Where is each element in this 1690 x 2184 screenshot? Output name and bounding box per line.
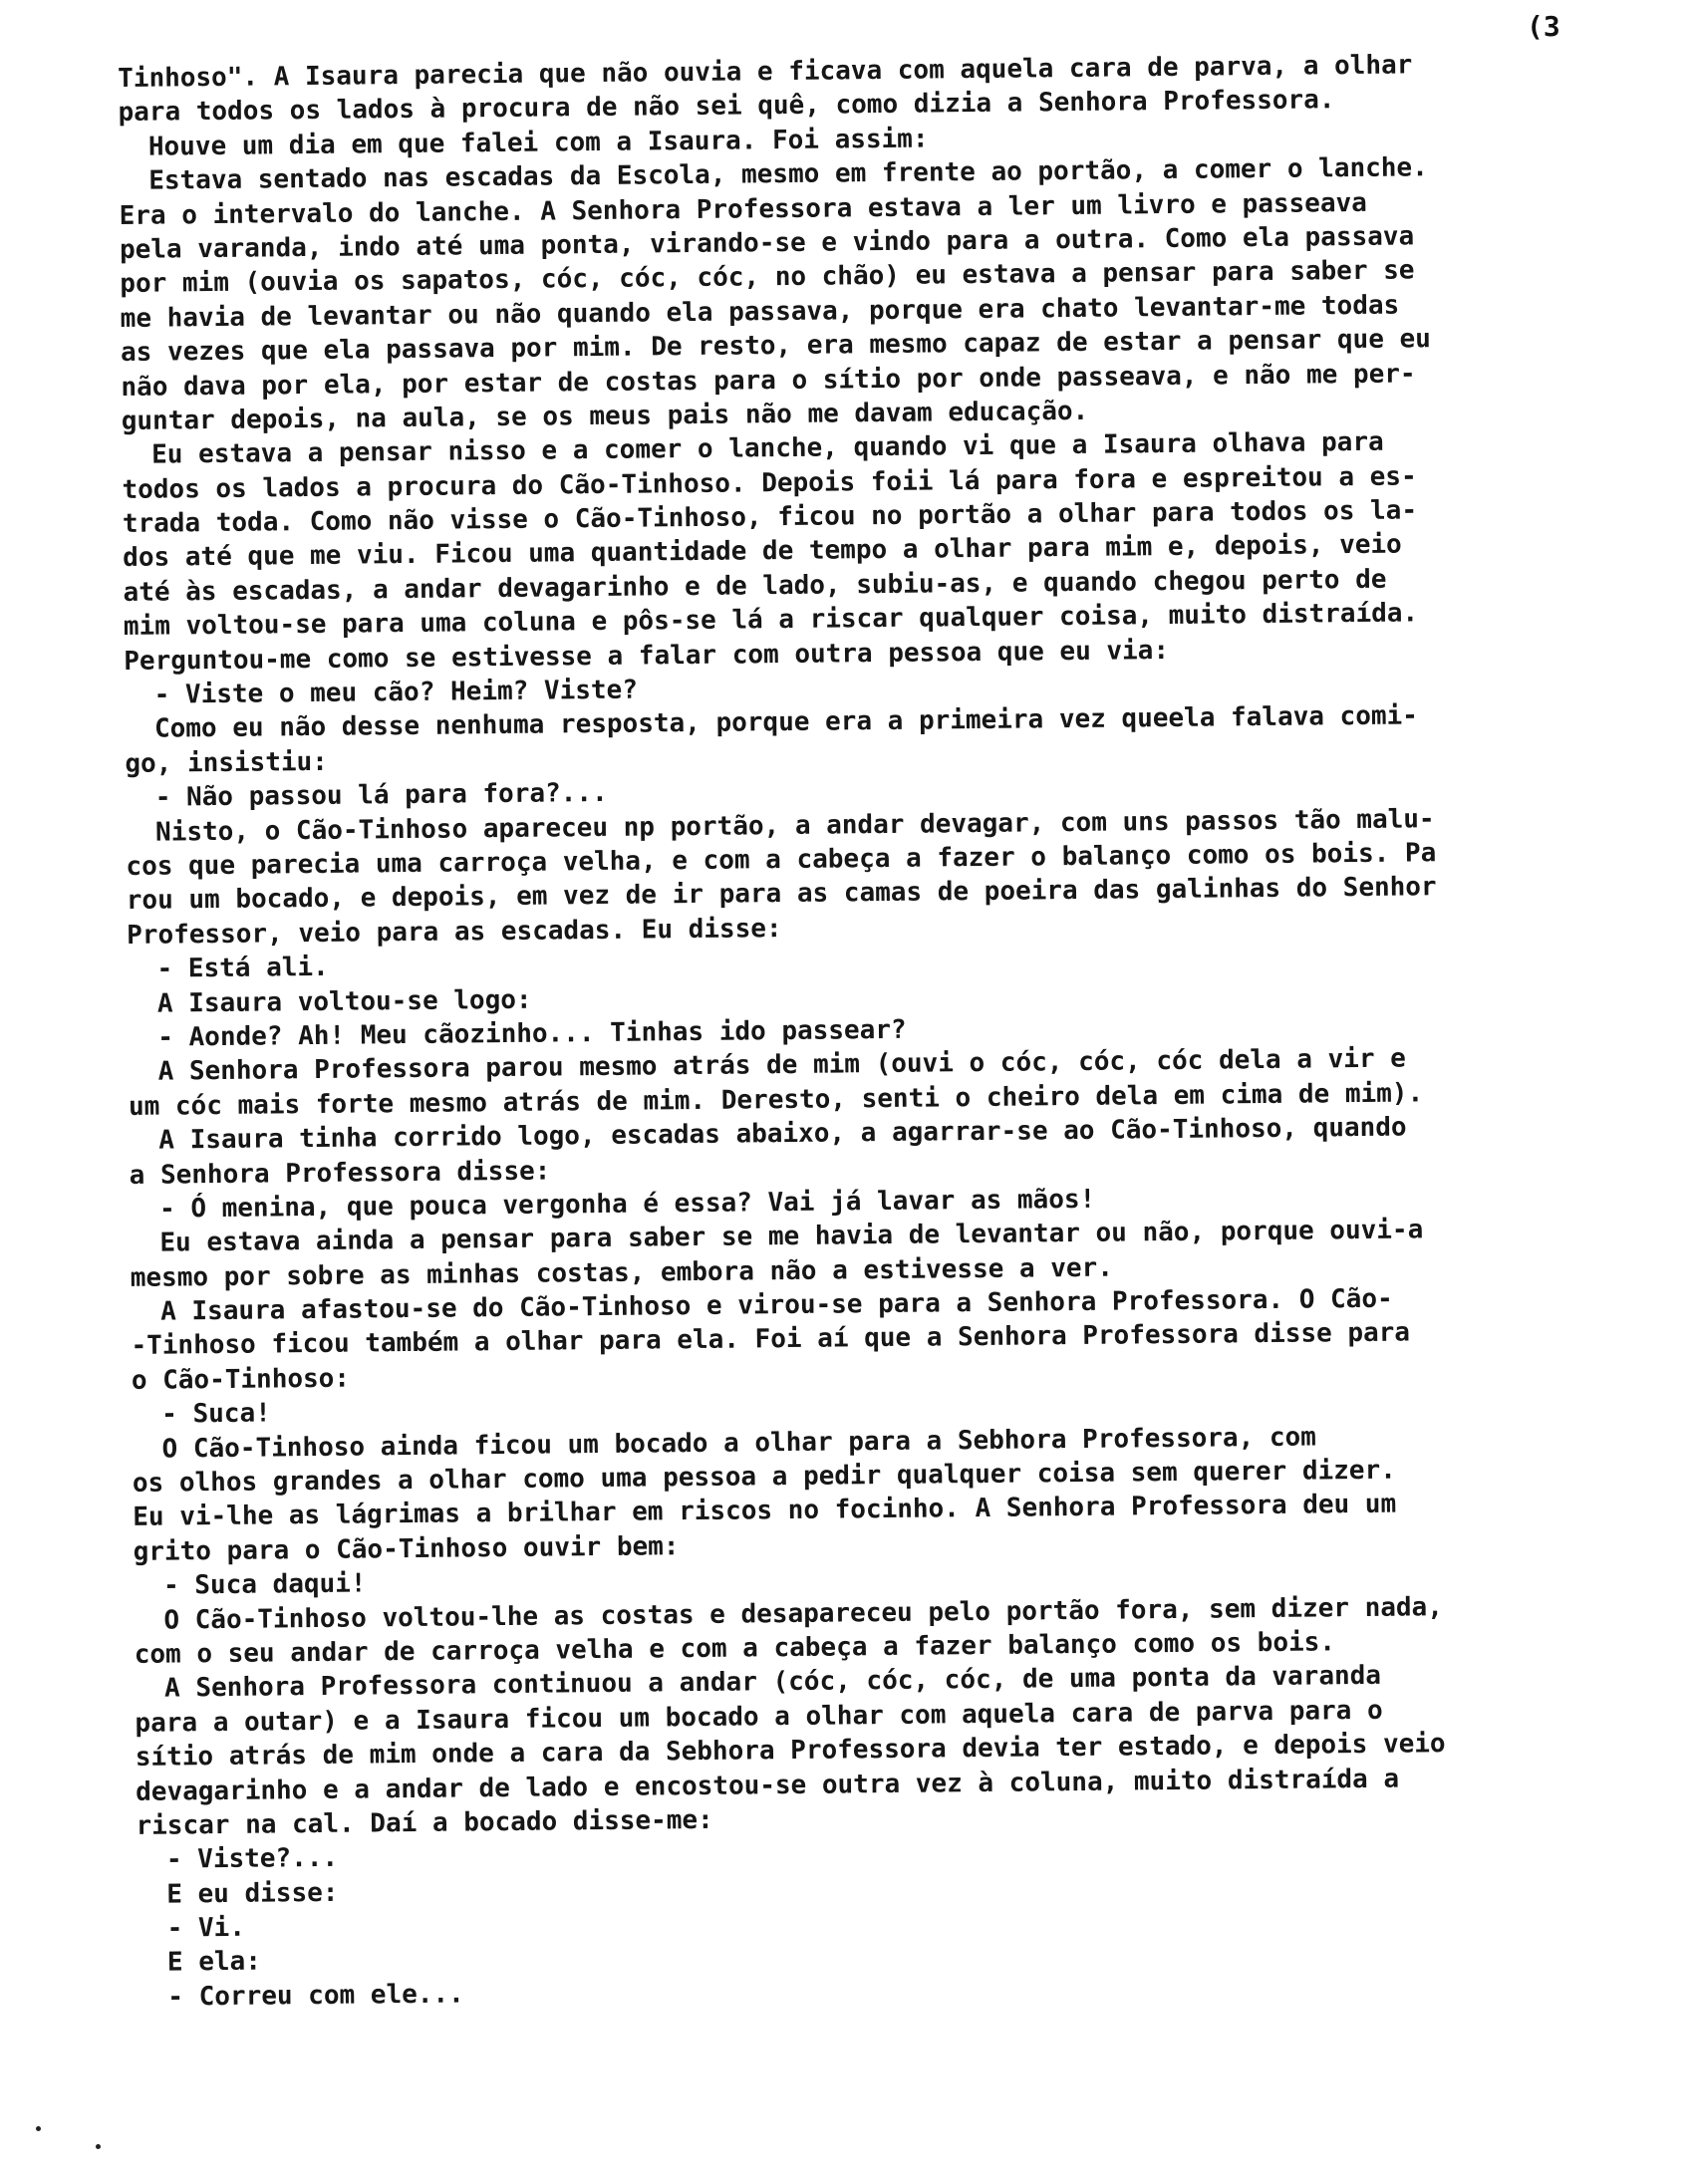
text-line: todos os lados a procura do Cão-Tinhoso. Depois foii lá para fora e espreitou a es- <box>122 461 1417 505</box>
text-line: mim voltou-se para uma coluna e pôs-se lá a riscar qualquer coisa, muito distraída. <box>123 598 1419 643</box>
text-line: as vezes que ela passava por mim. De resto, era mesmo capaz de estar a pensar que eu <box>120 324 1432 369</box>
text-line: Tinhoso". A Isaura parecia que não ouvia e ficava com aquela cara de parva, a olhar <box>118 50 1413 94</box>
body-text <box>118 46 1622 2015</box>
text-line: grito para o Cão-Tinhoso ouvir bem: <box>133 1530 680 1567</box>
text-line: - Não passou lá para fora?... <box>154 778 608 813</box>
text-line: E ela: <box>166 1947 262 1979</box>
text-line: para todos os lados à procura de não sei quê, como dizia a Senhora Professora. <box>118 85 1335 129</box>
text-line: - Ó menina, que pouca vergonha é essa? Vai já lavar as mãos! <box>158 1184 1096 1225</box>
text-line: -Tinhoso ficou também a olhar para ela. Foi aí que a Senhora Professora disse para <box>131 1317 1411 1362</box>
page-number: (3 <box>1527 10 1560 43</box>
text-line: por mim (ouvia os sapatos, cóc, cóc, cóc, no chão) eu estava a pensar para saber se <box>120 255 1415 300</box>
text-line: - Aonde? Ah! Meu cãozinho... Tinhas ido passear? <box>157 1014 907 1053</box>
text-line: Eu estava ainda a pensar para saber se me havia de levantar ou não, porque ouvi-a <box>159 1215 1424 1258</box>
text-line: o Cão-Tinhoso: <box>131 1363 351 1396</box>
text-line: - Suca! <box>161 1398 271 1430</box>
text-line: trada toda. Como não visse o Cão-Tinhoso, ficou no portão a olhar para todos os la- <box>122 495 1418 540</box>
text-line: A Senhora Professora continuou a andar (cóc, cóc, cóc, de uma ponta da varanda <box>163 1661 1382 1704</box>
text-line: sítio atrás de mim onde a cara da Sebhora Professora devia ter estado, e depois veio <box>135 1729 1446 1774</box>
text-line: rou um bocado, e depois, em vez de ir para as camas de poeira das galinhas do Senhor <box>126 872 1437 917</box>
text-line: Professor, veio para as escadas. Eu disse: <box>127 913 782 951</box>
text-line: um cóc mais forte mesmo atrás de mim. Deresto, senti o cheiro dela em cima de mim). <box>128 1078 1424 1122</box>
text-line: cos que parecia uma carroça velha, e com a cabeça a fazer o balanço como os bois. Pa <box>126 838 1437 882</box>
text-line: Eu estava a pensar nisso e a comer o lanche, quando vi que a Isaura olhava para <box>150 427 1384 470</box>
text-line: - Viste?... <box>165 1843 339 1875</box>
text-line: - Está ali. <box>156 952 329 984</box>
text-line: Perguntou-me como se estivesse a falar com outra pessoa que eu via: <box>124 635 1170 677</box>
text-line: A Isaura tinha corrido logo, escadas abaixo, a agarrar-se ao Cão-Tinhoso, quando <box>158 1112 1407 1156</box>
text-line: Era o intervalo do lanche. A Senhora Professora estava a ler um livro e passeava <box>119 187 1367 231</box>
text-line: - Viste o meu cão? Heim? Viste? <box>153 675 639 710</box>
text-line: O Cão-Tinhoso voltou-lhe as costas e desapareceu pelo portão fora, sem dizer nada, <box>163 1591 1444 1636</box>
text-line: A Senhora Professora parou mesmo atrás de mim (ouvi o cóc, cóc, cóc dela a vir e <box>157 1043 1406 1087</box>
text-line: O Cão-Tinhoso ainda ficou um bocado a olhar para a Sebhora Professora, com <box>161 1422 1317 1465</box>
text-line: A Isaura voltou-se logo: <box>156 984 532 1019</box>
text-line: go, insistiu: <box>125 746 329 779</box>
text-line: Houve um dia em que falei com a Isaura. Foi assim: <box>147 124 929 162</box>
text-line: Estava sentado nas escadas da Escola, mesmo em frente ao portão, a comer o lanche. <box>148 152 1428 196</box>
text-line: dos até que me viu. Ficou uma quantidade de tempo a olhar para mim e, depois, veio <box>123 530 1402 574</box>
text-line: - Correu com ele... <box>167 1979 464 2013</box>
text-line: E eu disse: <box>166 1877 339 1910</box>
text-line: Eu vi-lhe as lágrimas a brilhar em riscos no focinho. A Senhora Professora deu um <box>133 1490 1397 1533</box>
text-line: - Suca daqui! <box>162 1568 367 1601</box>
text-line: a Senhora Professora disse: <box>129 1156 551 1191</box>
text-line: até às escadas, a andar devagarinho e de lado, subiu-as, e quando chegou perto de <box>123 564 1387 608</box>
text-line: não dava por ela, por estar de costas para o sítio por onde passeava, e não me per- <box>121 358 1416 403</box>
text-line: Nisto, o Cão-Tinhoso apareceu np portão, a andar devagar, com uns passos tão malu- <box>154 803 1435 848</box>
text-line: Como eu não desse nenhuma resposta, porque era a primeira vez queela falava comi- <box>153 700 1419 745</box>
text-line: riscar na cal. Daí a bocado disse-me: <box>136 1804 713 1841</box>
text-line: mesmo por sobre as minhas costas, embora não a estivesse a ver. <box>130 1252 1114 1293</box>
text-line: - Vi. <box>166 1912 246 1944</box>
text-line: para a outar) e a Isaura ficou um bocado a olhar com aquela cara de parva para o <box>135 1695 1383 1739</box>
text-line: guntar depois, na aula, se os meus pais não me davam educação. <box>121 396 1089 436</box>
text-line: os olhos grandes a olhar como uma pessoa a pedir qualquer coisa sem querer dizer. <box>132 1455 1396 1499</box>
text-line: pela varanda, indo até uma ponta, virando-se e vindo para a outra. Como ela passava <box>119 221 1415 265</box>
text-line: A Isaura afastou-se do Cão-Tinhoso e virou-se para a Senhora Professora. O Cão- <box>159 1283 1393 1327</box>
text-line: com o seu andar de carroça velha e com a cabeça a fazer balanço como os bois. <box>134 1627 1336 1670</box>
text-line: devagarinho e a andar de lado e encostou-se outra vez à coluna, muito distraída a <box>136 1764 1400 1807</box>
text-line: me havia de levantar ou não quando ela passava, porque era chato levantar-me todas <box>120 290 1400 334</box>
